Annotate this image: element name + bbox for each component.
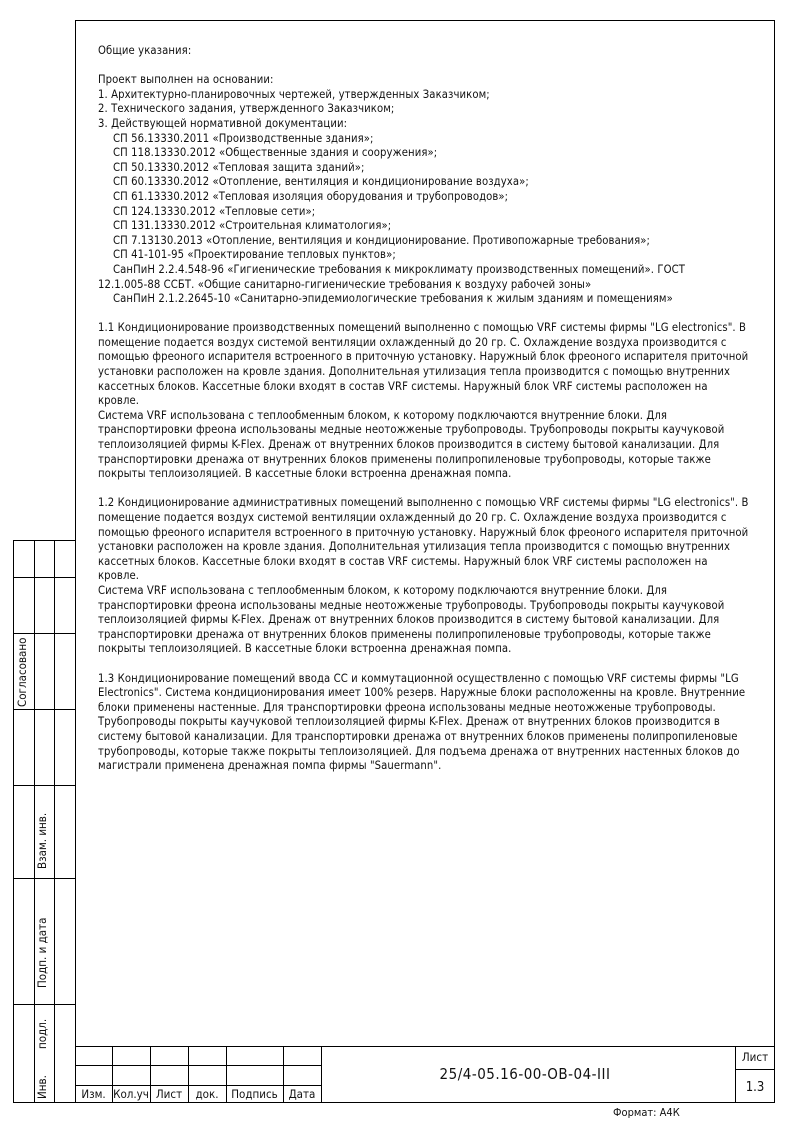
title-block-divider: [75, 1085, 321, 1086]
paragraph-line: покрыты теплоизоляцией. В кассетные блоки встроенна дренажная помпа.: [98, 642, 512, 656]
norm-item: СП 41-101-95 «Проектирование тепловых пунктов»;: [113, 248, 396, 262]
paragraph-line: Electronics". Система кондиционирования имеет 100% резерв. Наружные блоки расположенны на кровле. Внутренние: [98, 686, 746, 700]
section-1-3: [98, 671, 746, 774]
vzam-inv-label: Взам. инв.: [35, 812, 49, 869]
paragraph-line: помещение подается воздух системой вентиляции охлажденный до 20 гр. С. Охлаждение воздуха производится с: [98, 511, 727, 524]
title-block: [75, 1046, 775, 1103]
side-stamp-divider: [14, 785, 75, 786]
section-1-2: [98, 496, 749, 657]
paragraph-line: кровле.: [98, 569, 140, 583]
paragraph-line: трубопроводы, которые также покрыты теплоизоляцией. Для подъема дренажа от внутренних настенных блоков до: [98, 744, 740, 758]
podl-label: подл.: [35, 1018, 49, 1049]
paragraph-line: блоки применены настенные. Для транспортировки фреона использованы медные неотожженые трубопроводы.: [98, 700, 716, 714]
header-list: Лист: [155, 1087, 183, 1101]
paragraph-line: теплоизоляцией фирмы K-Flex. Дренаж от внутренних блоков производится в систему бытовой канализации. Для: [98, 613, 720, 627]
paragraph-line: 1.2 Кондиционирование административных помещений выполненно с помощью VRF системы фирмы "LG electronics". В: [98, 496, 749, 510]
paragraph-line: транспортировки фреона использованы медные неотожженые трубопроводы. Трубопроводы покрыты каучуковой: [98, 423, 725, 437]
paragraph-line: помощью фреоного испарителя встроенного в приточную установку. Наружный блок фреоного испарителя приточной: [98, 350, 749, 364]
side-stamp: [13, 540, 75, 1103]
document-code: 25/4-05.16-00-ОВ-04-III: [439, 1065, 611, 1083]
agreed-label: Согласовано: [15, 637, 29, 707]
paragraph-line: Трубопроводы покрыты каучуковой теплоизоляцией фирмы K-Flex. Дренаж от внутренних блоков производится в: [98, 715, 720, 729]
norm-item: СП 61.13330.2012 «Тепловая изоляция оборудования и трубопроводов»;: [113, 189, 509, 203]
paragraph-line: покрыты теплоизоляцией. В кассетные блоки встроенна дренажная помпа.: [98, 467, 512, 481]
side-stamp-divider: [54, 541, 55, 1102]
paragraph-line: систему бытовой канализации. Для транспортировки дренажа от внутренних блоков применены полипропиленовые: [98, 729, 738, 743]
norm-item: СП 124.13330.2012 «Тепловые сети»;: [113, 204, 316, 218]
paragraph-line: теплоизоляцией фирмы K-Flex. Дренаж от внутренних блоков производится в систему бытовой канализации. Для: [98, 438, 720, 452]
paragraph-line: магистрали применена дренажная помпа фирмы "Sauermann".: [98, 759, 442, 773]
sheet-number: 1.3: [745, 1080, 765, 1095]
paragraph-line: установки расположен на кровле здания. Дополнительная утилизация тепла производится с помощью внутренних: [98, 365, 731, 379]
side-stamp-divider: [14, 709, 75, 710]
general-heading: Общие указания:: [98, 44, 192, 57]
document-body: [98, 44, 749, 774]
paragraph-line: Система VRF использована с теплообменным блоком, к которому подключаются внутренние блоки. Для: [98, 408, 668, 422]
side-stamp-divider: [14, 633, 75, 634]
paragraph-line: помощью фреоного испарителя встроенного в приточную установку. Наружный блок фреоного испарителя приточной: [98, 525, 749, 539]
paragraph-line: 1.3 Кондиционирование помещений ввода СС и коммутационной осуществленно с помощью VRF системы фирмы "LG: [98, 671, 739, 685]
norm-item-wrap: 12.1.005-88 ССБТ. «Общие санитарно-гигиенические требования к воздуху рабочей зоны»: [98, 277, 592, 291]
header-izm: Изм.: [81, 1087, 106, 1101]
norm-item: СанПиН 2.2.4.548-96 «Гигиенические требования к микроклимату производственных помещений». ГОСТ: [113, 262, 685, 276]
norm-item: СП 56.13330.2011 «Производственные здания»;: [113, 131, 374, 145]
paragraph-line: транспортировки фреона использованы медные неотожженые трубопроводы. Трубопроводы покрыты каучуковой: [98, 598, 725, 612]
paragraph-line: помещение подается воздух системой вентиляции охлажденный до 20 гр. С. Охлаждение воздуха производится с: [98, 335, 727, 349]
norm-item: СП 7.13130.2013 «Отопление, вентиляция и кондиционирование. Противопожарные требования»;: [113, 233, 651, 247]
paragraph-line: кассетных блоков. Кассетные блоки входят в состав VRF системы. Наружный блок VRF системы расположен на: [98, 554, 708, 568]
norm-item: СП 60.13330.2012 «Отопление, вентиляция и кондиционирование воздуха»;: [113, 175, 529, 189]
paragraph-line: кровле.: [98, 394, 140, 408]
side-stamp-divider: [14, 577, 75, 578]
paragraph-line: транспортировки дренажа от внутренних блоков применены полипропиленовые трубопроводы, которые также: [98, 627, 711, 641]
paragraph-line: кассетных блоков. Кассетные блоки входят в состав VRF системы. Наружный блок VRF системы расположен на: [98, 379, 708, 393]
title-block-divider: [321, 1047, 322, 1103]
paragraph-line: транспортировки дренажа от внутренних блоков применены полипропиленовые трубопроводы, которые также: [98, 452, 711, 466]
inv-label: Инв.: [35, 1075, 49, 1099]
header-kol-uch: Кол.уч: [113, 1087, 149, 1101]
title-block-divider: [735, 1069, 775, 1070]
header-dok: док.: [195, 1087, 219, 1101]
sheet-label: Лист: [741, 1050, 769, 1064]
paragraph-line: Система VRF использована с теплообменным блоком, к которому подключаются внутренние блоки. Для: [98, 583, 668, 597]
header-podpis: Подпись: [231, 1087, 278, 1101]
basis-item: 1. Архитектурно-планировочных чертежей, утвержденных Заказчиком;: [98, 87, 490, 101]
paragraph-line: 1.1 Кондиционирование производственных помещений выполненно с помощью VRF системы фирмы "LG electronics". В: [98, 321, 747, 335]
podp-data-label: Подп. и дата: [35, 917, 49, 988]
basis-item: 3. Действующей нормативной документации:: [98, 116, 348, 130]
side-stamp-divider: [14, 878, 75, 879]
header-data: Дата: [288, 1087, 316, 1101]
basis-item: 2. Технического задания, утвержденного Заказчиком;: [98, 102, 395, 116]
paragraph-line: установки расположен на кровле здания. Дополнительная утилизация тепла производится с помощью внутренних: [98, 540, 731, 554]
basis-intro: Проект выполнен на основании:: [98, 73, 274, 87]
norm-item: СП 50.13330.2012 «Тепловая защита зданий»;: [113, 160, 365, 174]
format-label: Формат: А4К: [613, 1106, 680, 1119]
title-block-divider: [75, 1065, 321, 1066]
norm-item: СП 131.13330.2012 «Строительная климатология»;: [113, 219, 392, 233]
side-stamp-divider: [14, 1004, 75, 1005]
norm-item: СП 118.13330.2012 «Общественные здания и сооружения»;: [113, 146, 438, 160]
norm-item: СанПиН 2.1.2.2645-10 «Санитарно-эпидемиологические требования к жилым зданиям и помещениям»: [113, 292, 673, 306]
section-1-1: [98, 321, 749, 482]
